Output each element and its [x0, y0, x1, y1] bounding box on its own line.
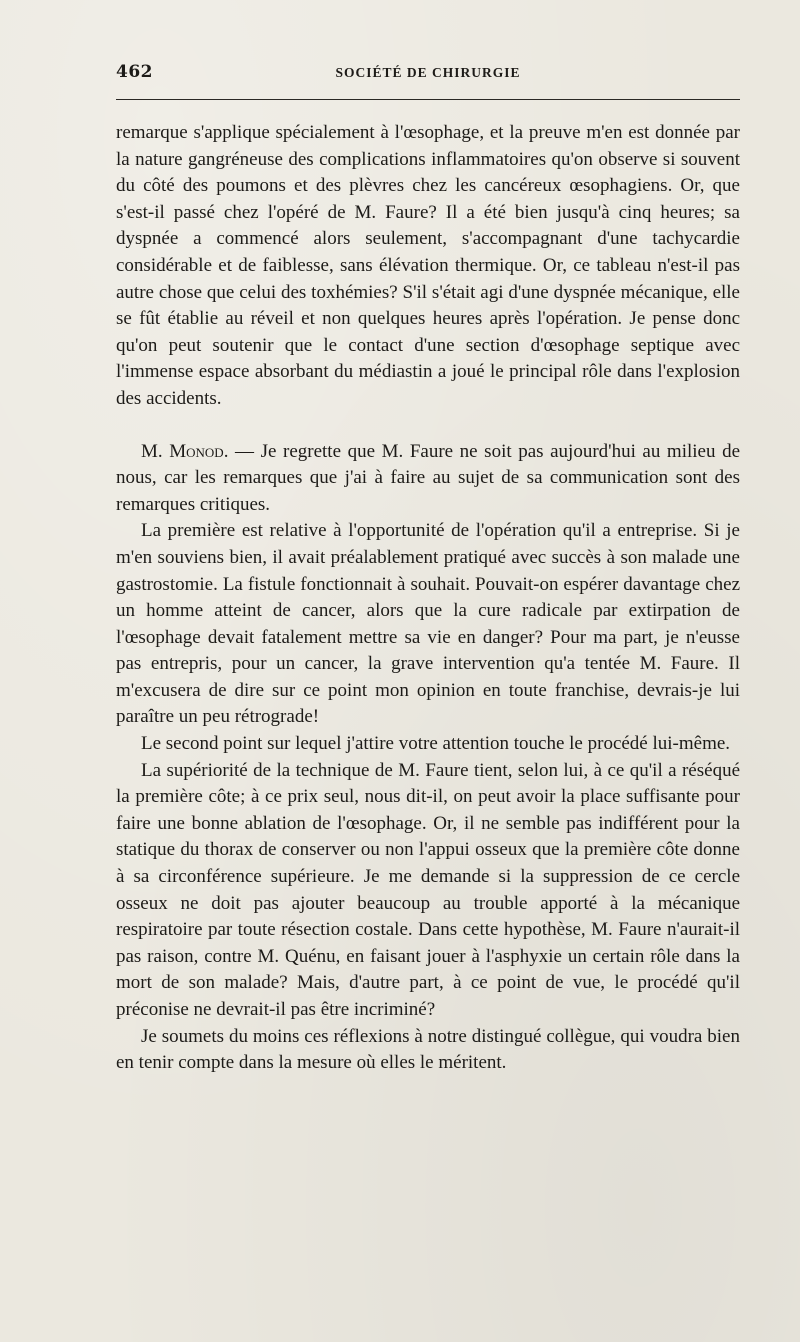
paragraph-text: — Je regrette que M. Faure ne soit pas aujourd'hui au milieu de nous, car les remarques que j'ai à faire au sujet de sa communication sont des remarques critiques.	[116, 440, 740, 515]
page-header	[116, 58, 740, 88]
body-text	[116, 120, 740, 1077]
paragraph: La première est relative à l'opportunité de l'opération qu'il a entreprise. Si je m'en souviens bien, il avait préalablement pratiqué avec succès à son malade une gastrostomie. La fistule fonctionnait à souhait. Pouvait-on espérer davantage chez un homme atteint de cancer, alors que la cure radicale par extirpation de l'œsophage devait fatalement mettre sa vie en danger? Pour ma part, je n'eusse pas entrepris, pour un cancer, la grave intervention qu'a tentée M. Faure. Il m'excusera de dire sur ce point mon opinion en toute franchise, devrais-je lui paraître un peu rétrograde!	[116, 520, 740, 728]
paragraph-speaker: M. Monod. — Je regrette que M. Faure ne soit pas aujourd'hui au milieu de nous, car les remarques que j'ai à faire au sujet de sa communication sont des remarques critiques.	[116, 440, 740, 515]
paragraph: Le second point sur lequel j'attire votre attention touche le procédé lui-même.	[141, 733, 731, 755]
speaker-name: Monod	[169, 440, 224, 462]
running-title: SOCIÉTÉ DE CHIRURGIE	[335, 65, 521, 80]
paragraph: La supériorité de la technique de M. Faure tient, selon lui, à ce qu'il a réséqué la première côte; à ce prix seul, nous dit-il, on peut avoir la place suffisante pour faire une bonne ablation de l'œsophage. Or, il ne semble pas indifférent pour la statique du thorax de conserver ou non l'appui osseux que la première côte donne à sa circonférence supérieure. Je me demande si la suppression de ce cercle osseux ne doit pas ajouter beaucoup au trouble apporté à la mécanique respiratoire par toute résection costale. Dans cette hypothèse, M. Faure n'aurait-il pas raison, contre M. Quénu, en faisant jouer à l'asphyxie un certain rôle dans la mort de son malade? Mais, d'autre part, à ce point de vue, le procédé qu'il préconise ne devrait-il pas être incriminé?	[116, 759, 740, 1020]
paragraph: remarque s'applique spécialement à l'œsophage, et la preuve m'en est donnée par la nature gangréneuse des complications inflammatoires qu'on observe si souvent du côté des poumons et des plèvres chez les cancéreux œsophagiens. Or, que s'est-il passé chez l'opéré de M. Faure? Il a été bien jusqu'à cinq heures; sa dyspnée a commencé alors seulement, s'accompagnant d'une tachycardie considérable et de faiblesse, sans élévation thermique. Or, ce tableau n'est-il pas autre chose que celui des toxhémies? S'il s'était agi d'une dyspnée mécanique, elle se fût établie au réveil et non quelques heures après l'opération. Je pense donc qu'on peut soutenir que le contact d'une section d'œsophage septique avec l'immense espace absorbant du médiastin a joué le principal rôle dans l'explosion des accidents.	[116, 122, 740, 409]
header-rule	[116, 99, 740, 100]
page-number: 462	[116, 62, 153, 82]
section-spacer	[116, 413, 740, 439]
speaker-prefix: M.	[141, 440, 163, 462]
paragraph: Je soumets du moins ces réflexions à notre distingué collègue, qui voudra bien en tenir compte dans la mesure où elles le méritent.	[116, 1025, 740, 1074]
